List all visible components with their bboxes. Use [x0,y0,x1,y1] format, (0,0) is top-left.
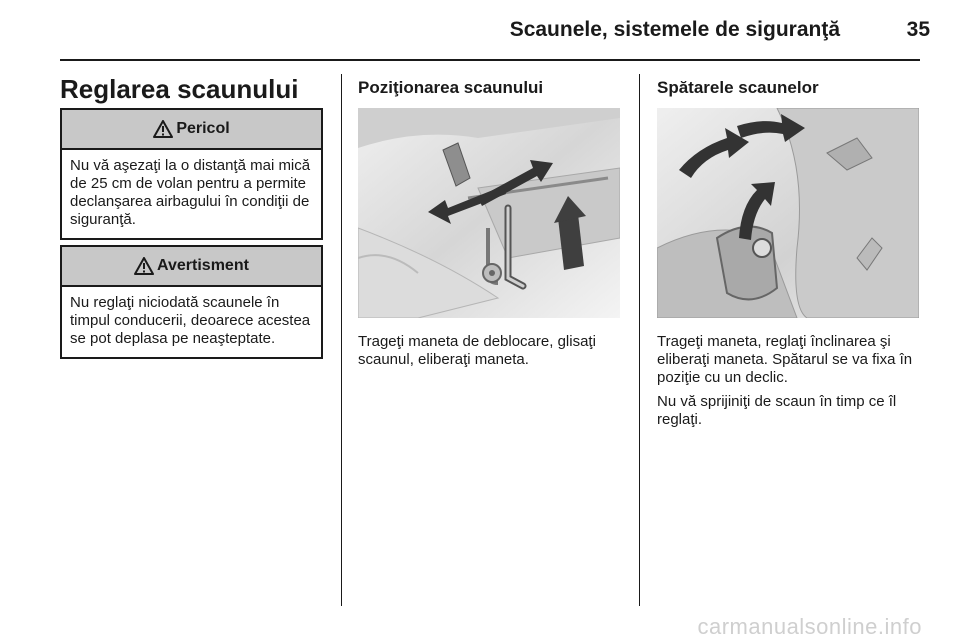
section-title-seat-backrests: Spătarele scaunelor [657,78,819,97]
warning-callout [60,245,323,359]
danger-callout [60,108,323,240]
warning-triangle-icon [153,120,173,138]
danger-callout-text: Nu vă aşezaţi la o distanţă mai mică de 25 cm de volan pentru a permite declanşarea airbagului în condiţii de siguranţă. [70,157,311,228]
seat-rail-photo-icon [358,108,620,318]
column-divider-1 [341,74,342,606]
warning-callout-header [62,247,321,287]
watermark: carmanualsonline.info [697,614,922,639]
running-header-title: Scaunele, sistemele de siguranţă [509,18,840,41]
danger-callout-heading: Pericol [176,120,230,137]
backrest-photo-icon [657,108,919,318]
page-number: 35 [906,18,930,41]
backrest-caution-note: Nu vă sprijiniţi de scaun în timp ce îl reglaţi. [657,393,897,428]
backrest-instructions: Trageţi maneta, reglaţi înclinarea şi eliberaţi maneta. Spătarul se va fixa în poziţie cu un declic. [657,333,913,386]
warning-callout-text: Nu reglaţi niciodată scaunele în timpul conducerii, deoarece acestea se pot deplasa pe neaşteptate. [70,294,311,347]
seat-positioning-instructions: Trageţi maneta de deblocare, glisaţi scaunul, eliberaţi maneta. [358,333,596,368]
column-divider-2 [639,74,640,606]
warning-triangle-icon [134,257,154,275]
section-title-seat-positioning: Poziţionarea scaunului [358,78,544,97]
section-title-seat-adjustment: Reglarea scaunului [60,74,299,104]
seat-position-lever-illustration [358,108,620,318]
backrest-lever-illustration [657,108,919,318]
warning-callout-heading: Avertisment [157,257,249,274]
header-rule [60,59,920,61]
danger-callout-header [62,110,321,150]
